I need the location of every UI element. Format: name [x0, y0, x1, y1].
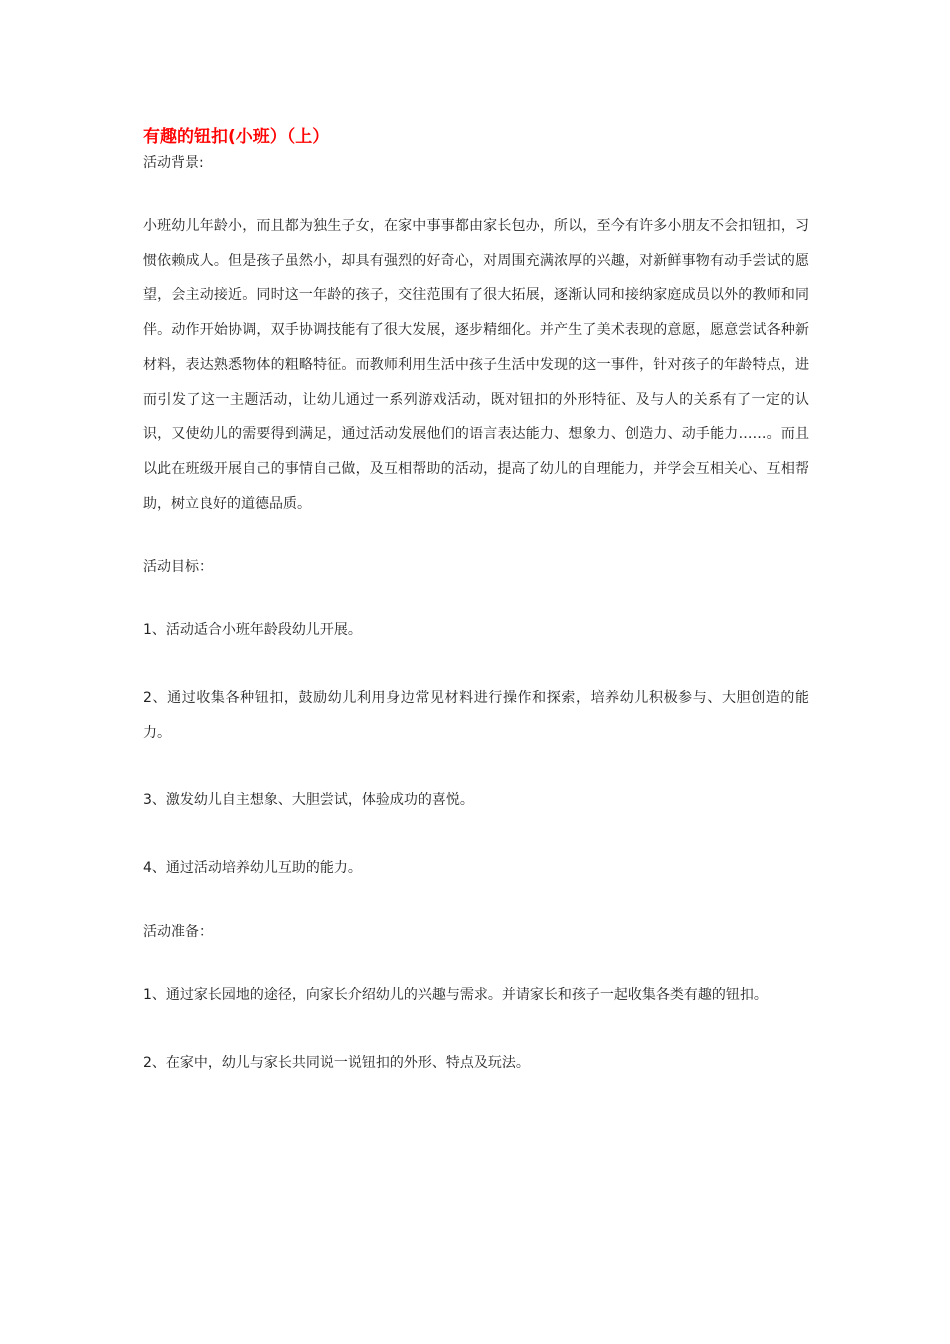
document-title: 有趣的钮扣(小班）（上） [143, 127, 330, 147]
goal-item-1: 1、活动适合小班年龄段幼儿开展。 [143, 622, 362, 639]
spacer [143, 818, 809, 851]
document-page [143, 124, 809, 1080]
prep-label: 活动准备： [143, 923, 213, 940]
prep-item-2: 2、在家中，幼儿与家长共同说一说钮扣的外形、特点及玩法。 [143, 1054, 530, 1071]
spacer [143, 521, 809, 554]
background-paragraph: 小班幼儿年龄小，而且都为独生子女，在家中事事都由家长包办，所以，至今有许多小朋友不会扣钮扣，习惯依赖成人。但是孩子虽然小，却具有强烈的好奇心，对周围充满浓厚的兴趣，对新鲜事物有动手尝试的愿望，会主动接近。同时这一年龄的孩子，交往范围有了很大拓展，逐渐认同和接纳家庭成员以外的教师和同伴。动作开始协调，双手协调技能有了很大发展，逐步精细化。并产生了美术表现的意愿，愿意尝试各种新材料，表达熟悉物体的粗略特征。而教师利用生活中孩子生活中发现的这一事件，针对孩子的年龄特点，进而引发了这一主题活动，让幼儿通过一系列游戏活动，既对钮扣的外形特征、及与人的关系有了一定的认识，又使幼儿的需要得到满足，通过活动发展他们的语言表达能力、想象力、创造力、动手能力……。而且以此在班级开展自己的事情自己做，及互相帮助的活动，提高了幼儿的自理能力，并学会互相关心、互相帮助，树立良好的道德品质。 [143, 218, 809, 512]
spacer [143, 886, 809, 919]
goal-item-2: 2、通过收集各种钮扣，鼓励幼儿利用身边常见材料进行操作和探索，培养幼儿积极参与、大胆创造的能力。 [143, 690, 809, 741]
prep-item-1: 1、通过家长园地的途径，向家长介绍幼儿的兴趣与需求。并请家长和孩子一起收集各类有趣的钮扣。 [143, 986, 768, 1003]
spacer [143, 648, 809, 681]
spacer [143, 945, 809, 978]
spacer [143, 580, 809, 613]
background-label: 活动背景: [143, 155, 204, 171]
goal-item-3: 3、激发幼儿自主想象、大胆尝试，体验成功的喜悦。 [143, 792, 474, 809]
spacer [143, 750, 809, 783]
spacer [143, 1013, 809, 1046]
goal-item-4: 4、通过活动培养幼儿互助的能力。 [143, 860, 362, 877]
goals-label: 活动目标： [143, 559, 213, 576]
spacer [143, 176, 809, 209]
